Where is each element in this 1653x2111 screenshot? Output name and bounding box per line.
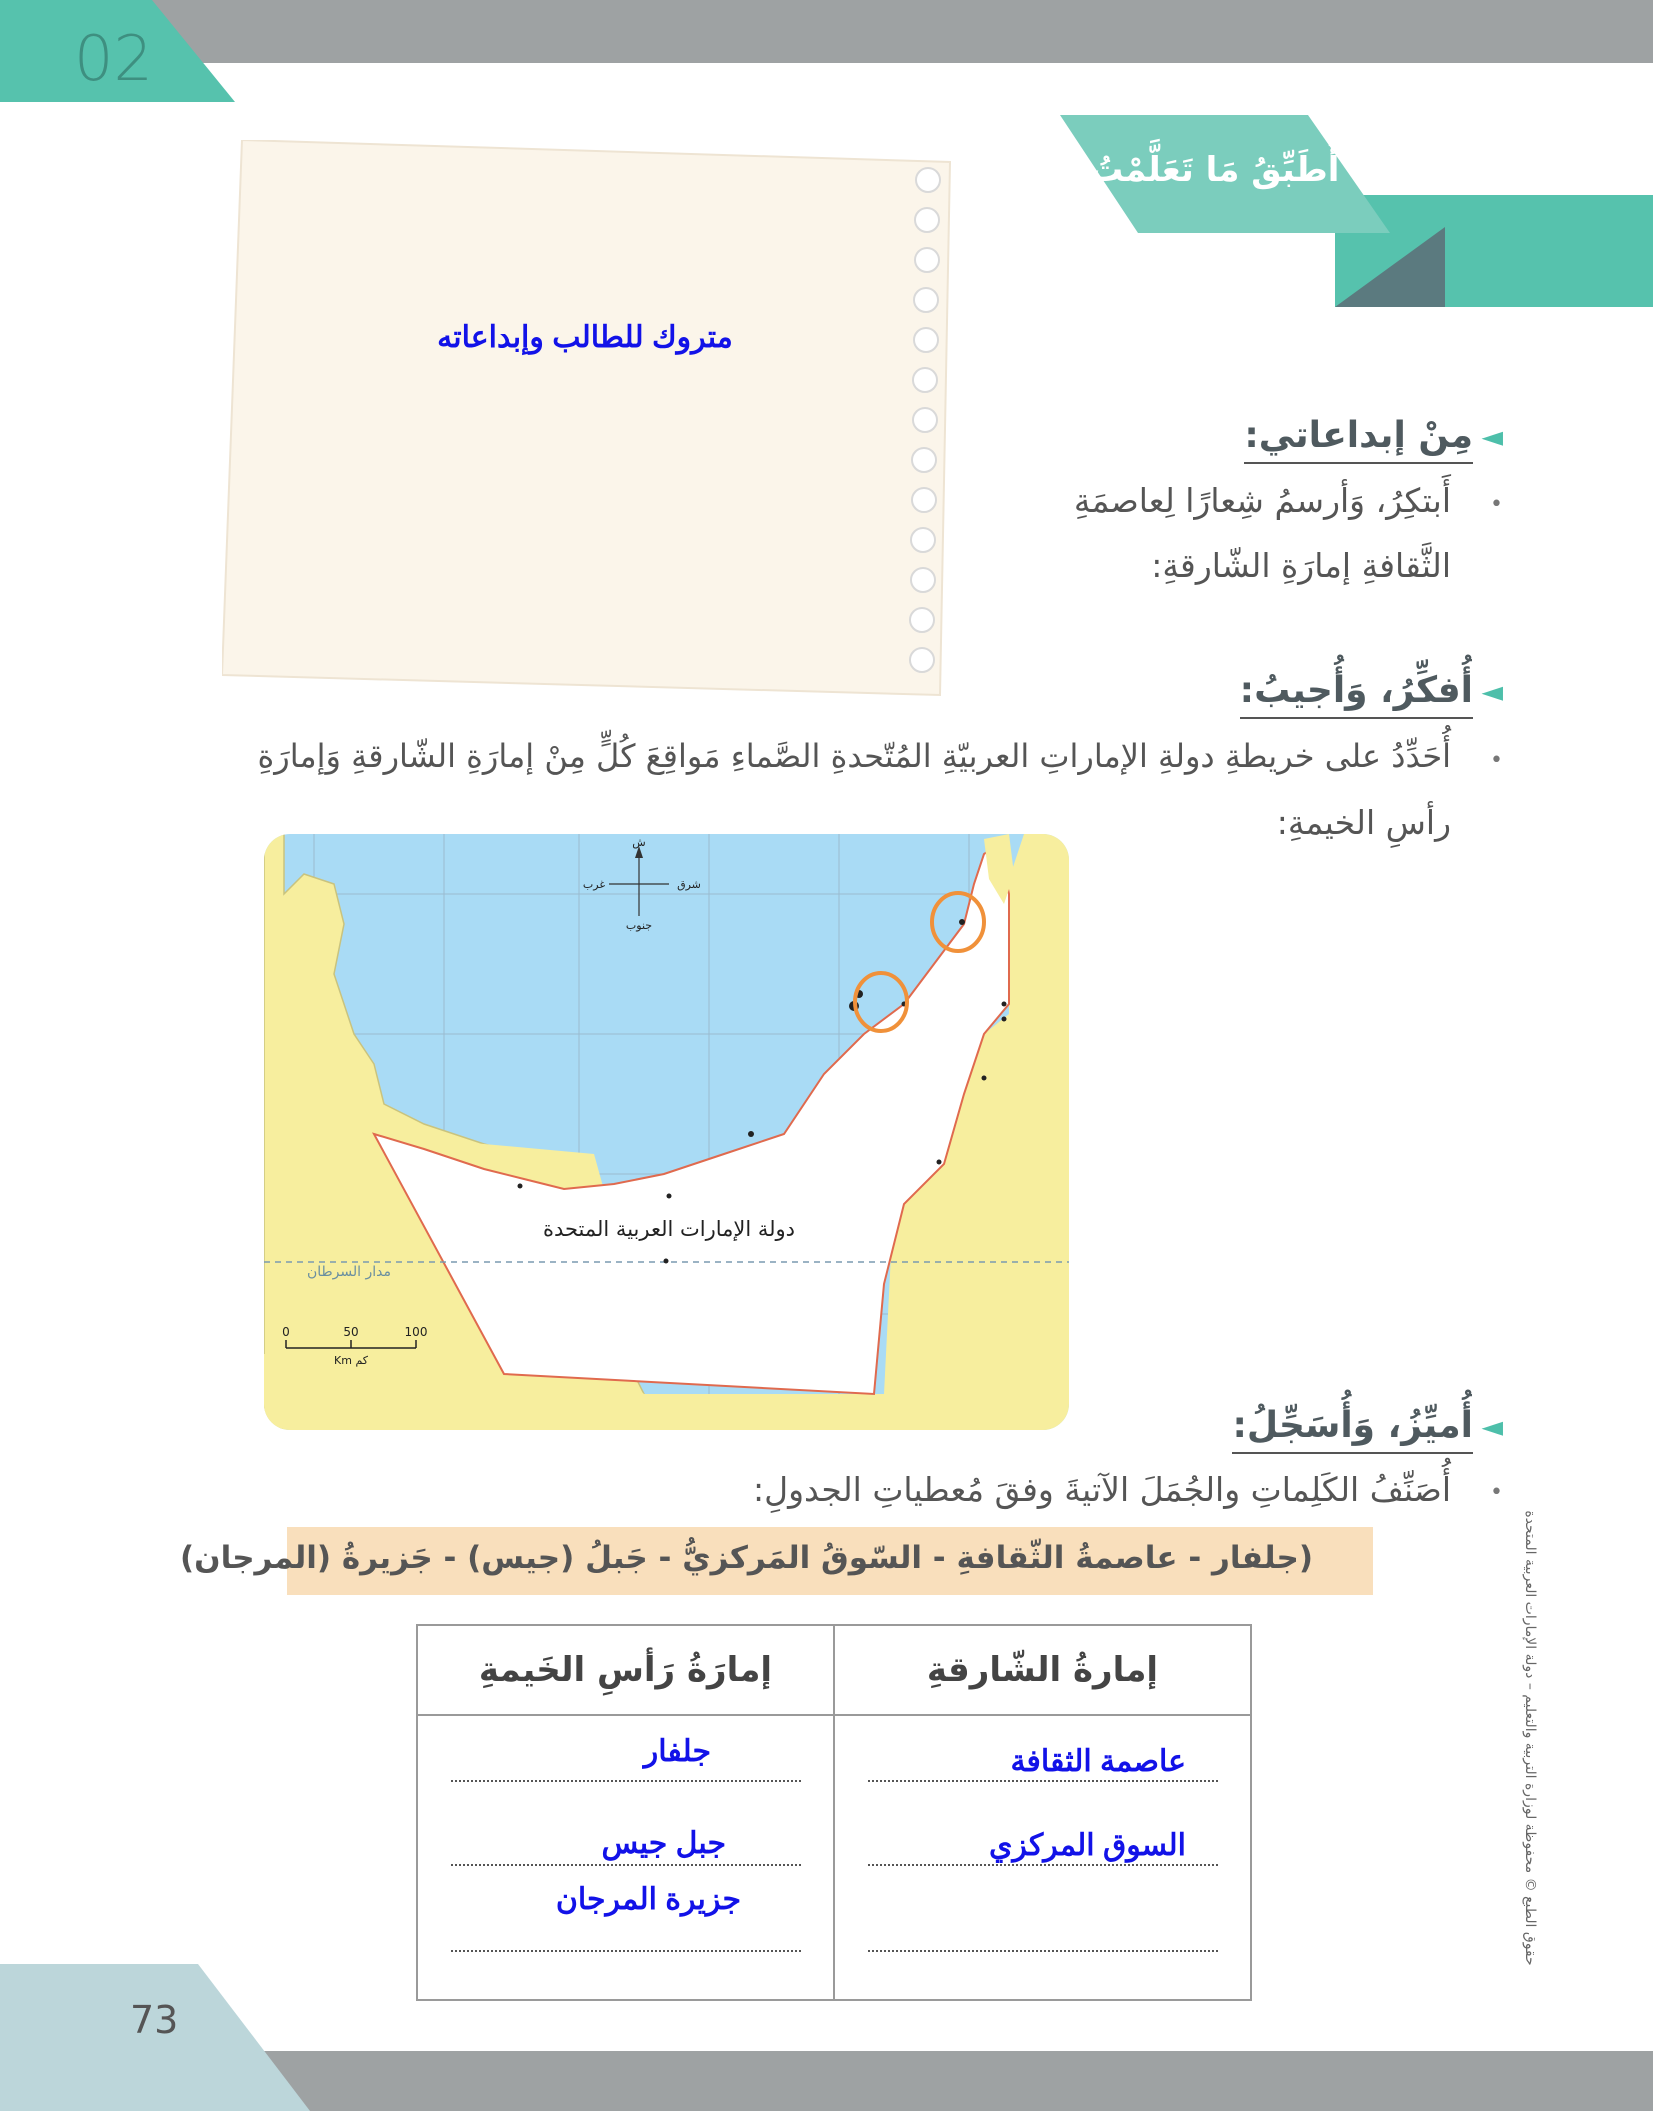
sharjah-line-3[interactable] [868, 1914, 1218, 1952]
scale-100: 100 [404, 1325, 428, 1339]
think-heading-label: أُفكِّرُ، وَأُجيبُ: [1240, 670, 1473, 719]
tropic-label: مدار السرطان [306, 1264, 392, 1280]
copyright-text: حقوق الطبع © محفوظة لوزارة التربية والتعليم – دولة الإمارات العربية المتحدة [1522, 1510, 1538, 1966]
word-bank-text: (جلفار - عاصمةُ الثّقافةِ - السّوقُ المَركزيُّ - جَبلُ (جيس) - جَزيرةُ (المرجان) [179, 1540, 1313, 1576]
rak-cell [417, 1715, 834, 2000]
rak-line-3[interactable] [451, 1883, 801, 1952]
classify-arrow-icon: ◄ [1481, 1410, 1503, 1443]
sharjah-cell [834, 1715, 1251, 2000]
note-answer: متروك للطالب وإبداعاته [437, 321, 733, 354]
classify-heading [1232, 1405, 1473, 1446]
sharjah-answer-1: عاصمة الثقافة [1010, 1745, 1186, 1778]
rak-answer-1: جلفار [643, 1735, 711, 1768]
top-bar [0, 0, 1653, 63]
header-rak: إمارَةُ رَأسِ الخَيمةِ [417, 1625, 834, 1715]
creative-text [1074, 468, 1451, 533]
banner-title: • أُطَبِّقُ مَا تَعَلَّمْتُ [1089, 150, 1373, 190]
rak-answer-3: جزيرة المرجان [555, 1883, 741, 1916]
map-graphic [264, 834, 1069, 1430]
rak-line-1[interactable] [451, 1735, 801, 1782]
classify-heading-label: أُميِّزُ، وَأُسَجِّلُ: [1232, 1405, 1473, 1454]
classify-instruction: أُصَنِّفُ الكَلِماتِ والجُمَلَ الآتيةَ وفقَ مُعطياتِ الجدولِ: [752, 1470, 1451, 1509]
compass-west: غرب [582, 878, 606, 891]
copyright-note [1520, 1510, 1540, 1970]
creative-arrow-icon: ◄ [1481, 420, 1503, 453]
think-text-line2: رأسِ الخيمةِ: [1276, 803, 1451, 842]
unit-number: 02 [74, 22, 153, 95]
think-heading [1240, 670, 1473, 711]
sharjah-line-2[interactable] [868, 1828, 1218, 1866]
sharjah-answer-2: السوق المركزي [988, 1829, 1186, 1862]
compass-east: شرق [677, 878, 701, 891]
creative-text-line1: أَبتكِرُ، وَأرسمُ شِعارًا لِعاصمَةِ [1073, 481, 1451, 520]
note-paper [222, 140, 962, 700]
think-bullet: • [1490, 748, 1503, 773]
compass-south: جنوب [625, 919, 653, 932]
scale-unit: Km كم [334, 1354, 368, 1367]
think-arrow-icon: ◄ [1481, 675, 1503, 708]
creative-heading-label: مِنْ إبداعاتي: [1244, 415, 1473, 464]
creative-heading [1244, 415, 1473, 456]
header-sharjah: إمارةُ الشّارقةِ [834, 1625, 1251, 1715]
creative-text-line2: الثَّقافةِ إمارَةِ الشّارقةِ: [1151, 546, 1451, 585]
page-number: 73 [130, 1998, 179, 2042]
think-text-line1: أُحَدِّدُ على خريطةِ دولةِ الإماراتِ العربيّةِ المُتّحدةِ الصَّماءِ مَواقِعَ كُلٍّ مِنْ إمارَةِ الشّارقةِ وَإمارَةِ [257, 737, 1451, 775]
word-bank [179, 1527, 1373, 1595]
scale-50: 50 [343, 1325, 359, 1339]
uae-map [264, 834, 1069, 1430]
rak-answer-2: جبل جيس [601, 1827, 726, 1860]
banner-shape [1060, 115, 1653, 315]
creative-bullet: • [1490, 492, 1503, 517]
compass-north: ش [632, 836, 646, 849]
sharjah-line-1[interactable] [868, 1744, 1218, 1782]
scale-0: 0 [282, 1325, 290, 1339]
classify-bullet: • [1490, 1480, 1503, 1505]
classify-table [416, 1624, 1252, 2001]
rak-line-2[interactable] [451, 1828, 801, 1866]
country-label: دولة الإمارات العربية المتحدة [542, 1217, 796, 1241]
